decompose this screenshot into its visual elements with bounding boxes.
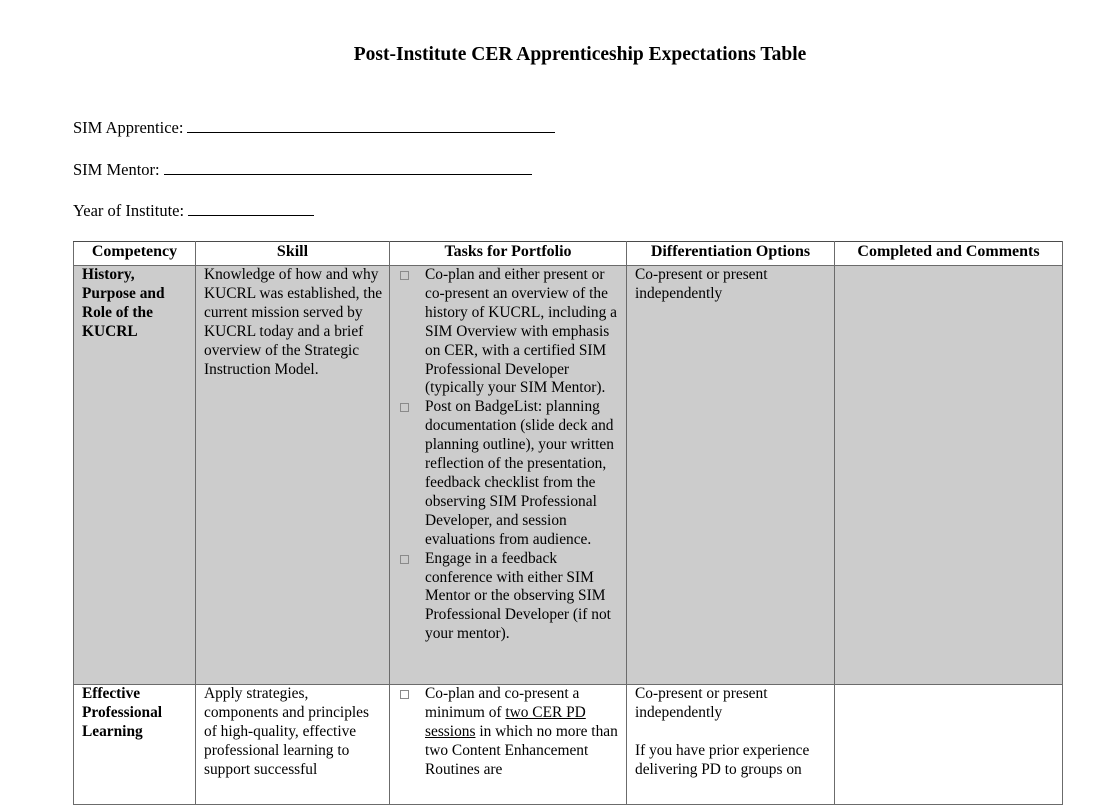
year-field	[73, 201, 314, 221]
comments-cell[interactable]	[835, 266, 1063, 685]
tasks-cell	[390, 266, 627, 685]
tasks-cell	[390, 685, 627, 805]
header-differentiation: Differentiation Options	[627, 242, 835, 266]
expectations-table	[73, 241, 1063, 805]
apprentice-label: SIM Apprentice:	[73, 118, 184, 137]
differentiation-cell: Co-present or present independently	[627, 266, 835, 685]
comments-cell[interactable]	[835, 685, 1063, 805]
task-text: Engage in a feedback conference with either SIM Mentor or the observing SIM Professional Developer (if not your mentor).	[425, 549, 611, 643]
checkbox-icon[interactable]	[400, 690, 409, 699]
apprentice-field	[73, 118, 555, 138]
task-text: Co-plan and either present or co-present an overview of the history of KUCRL, including a SIM Overview with emphasis on CER, with a certified SIM Professional Developer (typically your SIM Mentor).	[425, 266, 617, 397]
table-header-row	[74, 242, 1063, 266]
document-title: Post-Institute CER Apprenticeship Expectations Table	[353, 44, 807, 65]
task-text-underlined: two CER PD sessions	[425, 703, 586, 740]
skill-cell: Apply strategies, components and principles of high-quality, effective professional learning to support successful	[196, 685, 390, 805]
task-text: in which no more than two Content Enhancement Routines are	[425, 722, 618, 778]
header-comments: Completed and Comments	[835, 242, 1063, 266]
skill-cell: Knowledge of how and why KUCRL was established, the current mission served by KUCRL today and a brief overview of the Strategic Instruction Model.	[196, 266, 390, 685]
header-competency: Competency	[74, 242, 196, 266]
task-item	[398, 685, 620, 780]
differentiation-cell	[627, 685, 835, 805]
task-item	[398, 550, 620, 645]
table-row	[74, 685, 1063, 805]
task-text: Post on BadgeList: planning documentation (slide deck and planning outline), your written reflection of the presentation, feedback checklist from the observing SIM Professional Developer, and session evaluations from audience.	[425, 398, 614, 548]
competency-cell: Effective Professional Learning	[74, 685, 196, 805]
header-tasks: Tasks for Portfolio	[390, 242, 627, 266]
differentiation-text: Co-present or present independently	[635, 685, 768, 721]
year-input-line[interactable]	[188, 201, 314, 216]
mentor-input-line[interactable]	[164, 160, 532, 175]
competency-cell: History, Purpose and Role of the KUCRL	[74, 266, 196, 685]
checkbox-icon[interactable]	[400, 555, 409, 564]
mentor-field	[73, 160, 532, 180]
year-label: Year of Institute:	[73, 201, 185, 220]
checkbox-icon[interactable]	[400, 403, 409, 412]
checkbox-icon[interactable]	[400, 271, 409, 280]
task-item	[398, 266, 620, 398]
apprentice-input-line[interactable]	[187, 118, 555, 133]
header-skill: Skill	[196, 242, 390, 266]
task-item	[398, 398, 620, 549]
differentiation-text: If you have prior experience delivering PD to groups on	[635, 741, 810, 778]
task-text: Co-plan and co-present a minimum of	[425, 685, 580, 721]
table-row	[74, 266, 1063, 685]
mentor-label: SIM Mentor:	[73, 160, 160, 179]
